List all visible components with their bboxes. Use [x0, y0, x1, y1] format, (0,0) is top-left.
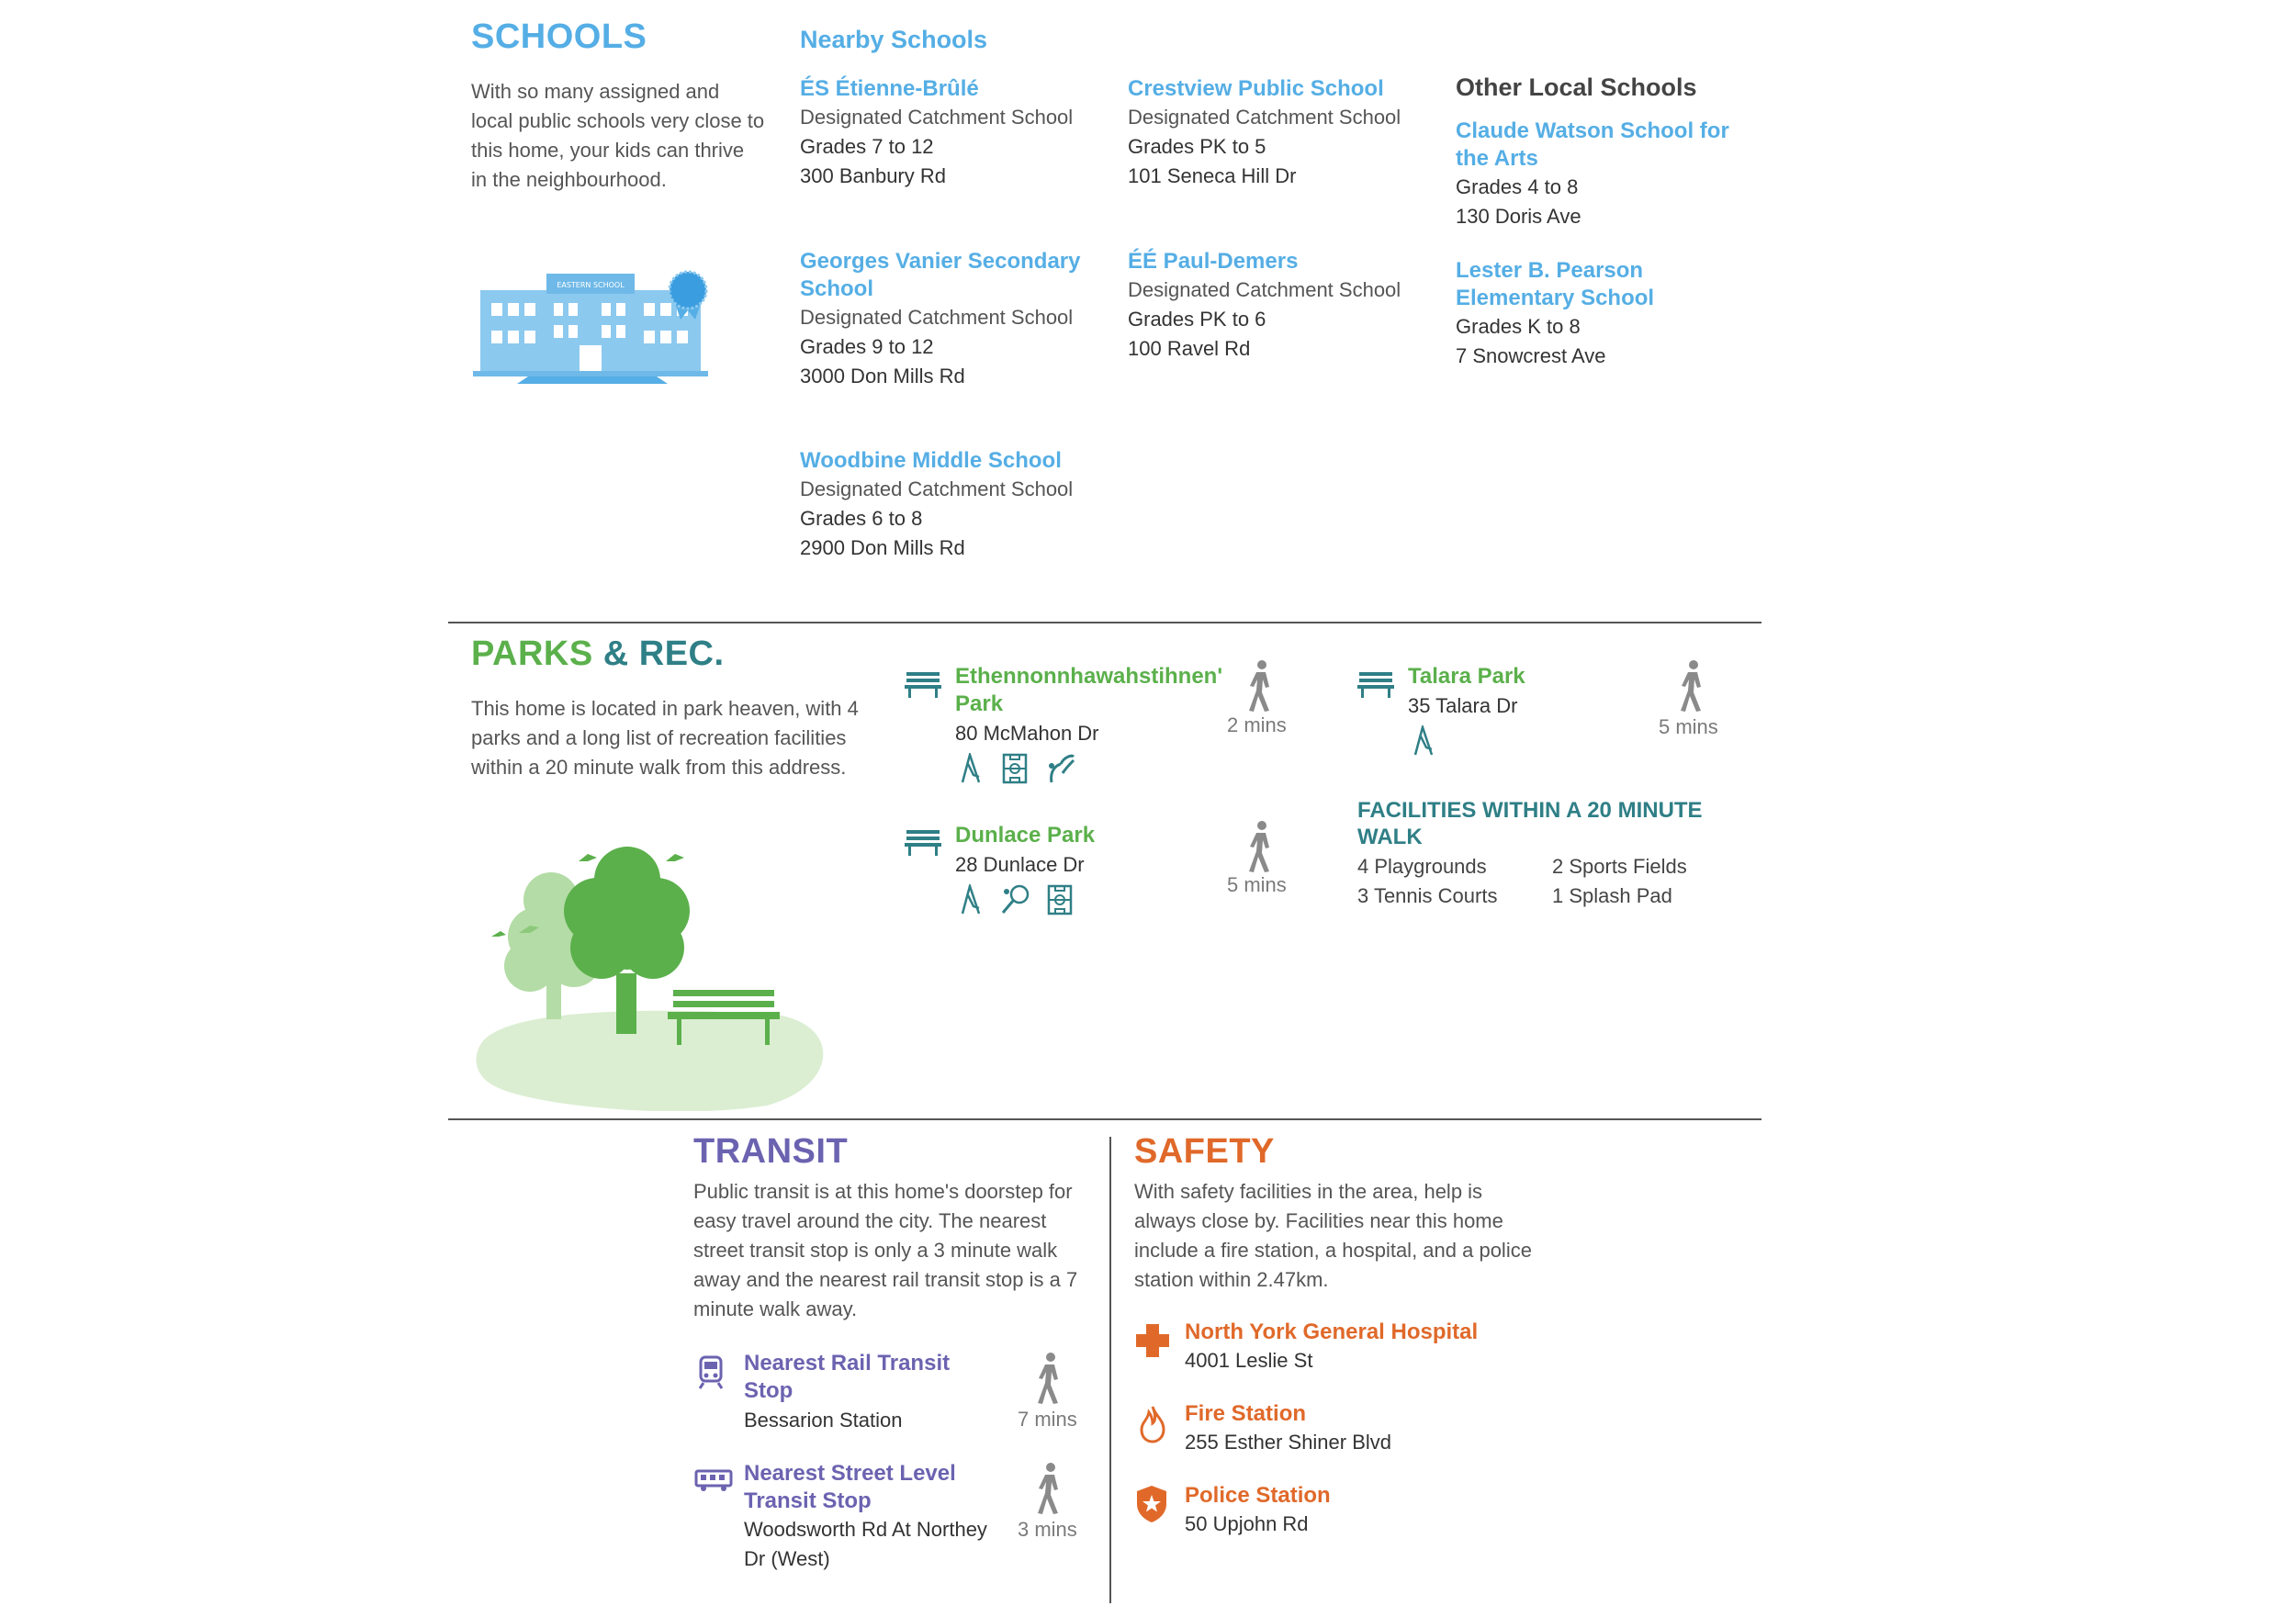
safety-item-value: 255 Esther Shiner Blvd [1185, 1431, 1392, 1454]
walk-time: 7 mins [1018, 1408, 1077, 1431]
school-sign-text: EASTERN SCHOOL [557, 281, 625, 289]
school-grades: Grades PK to 6 [1128, 308, 1266, 331]
walking-person-icon [1679, 659, 1706, 713]
park-name-link[interactable]: Ethennonnhawahstihnen' Park [955, 664, 1223, 716]
school-name-link[interactable]: Claude Watson School for the Arts [1456, 118, 1729, 171]
playground-icon [1408, 725, 1439, 757]
park-name-link[interactable]: Talara Park [1408, 664, 1525, 689]
school-name-link[interactable]: Lester B. Pearson Elementary School [1456, 258, 1655, 310]
school-type: Designated Catchment School [1128, 106, 1401, 129]
facility-count: 1 Splash Pad [1552, 884, 1672, 907]
safety-item-label: Fire Station [1185, 1401, 1307, 1426]
safety-item-value: 4001 Leslie St [1185, 1349, 1313, 1372]
column-divider [1109, 1137, 1111, 1603]
safety-item-label: Police Station [1185, 1483, 1331, 1508]
school-address: 7 Snowcrest Ave [1456, 344, 1606, 367]
walking-person-icon [1247, 820, 1275, 873]
school-name-link[interactable]: Georges Vanier Secondary School [800, 249, 1081, 301]
schools-title: SCHOOLS [471, 17, 647, 56]
school-entry [1128, 75, 1422, 191]
transit-title: TRANSIT [693, 1132, 849, 1171]
school-grades: Grades 6 to 8 [800, 507, 923, 530]
facility-count: 2 Sports Fields [1552, 855, 1687, 878]
parks-intro: This home is located in park heaven, with 4 parks and a long list of recreation facilities within a 20 minute walk from this address. [471, 697, 859, 779]
school-type: Designated Catchment School [800, 477, 1074, 500]
school-name-link[interactable]: Woodbine Middle School [800, 448, 1062, 473]
park-facility-icons [1408, 725, 1665, 757]
school-type: Designated Catchment School [800, 106, 1074, 129]
school-building-illustration [473, 263, 721, 387]
walk-time: 5 mins [1227, 873, 1287, 896]
hospital-cross-icon [1134, 1322, 1171, 1359]
school-entry [1456, 257, 1759, 371]
school-type: Designated Catchment School [800, 306, 1074, 329]
bus-icon [694, 1469, 733, 1493]
transit-item [744, 1460, 1001, 1574]
bench-icon [1357, 670, 1394, 700]
school-grades: Grades PK to 5 [1128, 135, 1266, 158]
school-type: Designated Catchment School [1128, 278, 1401, 301]
school-entry [1456, 118, 1759, 231]
safety-item [1185, 1400, 1552, 1457]
transit-item-label: Nearest Rail Transit Stop [744, 1351, 951, 1403]
school-grades: Grades 4 to 8 [1456, 175, 1579, 198]
bench-icon [905, 828, 941, 858]
playground-icon [955, 884, 986, 915]
park-name-link[interactable]: Dunlace Park [955, 823, 1096, 848]
transit-item-label: Nearest Street Level Transit Stop [744, 1461, 956, 1513]
section-divider [448, 1118, 1761, 1120]
facility-count: 3 Tennis Courts [1357, 884, 1498, 907]
transit-intro: Public transit is at this home's doorstep for easy travel around the city. The nearest street transit stop is only a 3 minute walk away and the nearest rail transit stop is a 7 minute walk away. [693, 1180, 1078, 1320]
walk-time: 2 mins [1227, 713, 1287, 736]
nearby-schools-heading: Nearby Schools [800, 26, 988, 53]
tennis-icon [999, 884, 1030, 915]
school-grades: Grades 9 to 12 [800, 335, 934, 358]
parks-title-b: & REC. [602, 634, 725, 673]
park-entry [1408, 663, 1665, 757]
section-divider [448, 622, 1761, 623]
safety-intro: With safety facilities in the area, help is always close by. Facilities near this home include a fire station, a hospital, and a police station within 2.47km. [1134, 1180, 1532, 1291]
sports-field-icon [1044, 884, 1075, 915]
sports-field-icon [999, 753, 1030, 784]
walk-time: 3 mins [1018, 1518, 1077, 1541]
park-illustration [473, 845, 831, 1111]
walking-person-icon [1247, 659, 1275, 713]
flame-icon [1139, 1405, 1166, 1443]
park-address: 28 Dunlace Dr [955, 853, 1085, 876]
transit-item [744, 1350, 1001, 1436]
other-schools-heading: Other Local Schools [1456, 73, 1697, 101]
school-entry [800, 447, 1112, 563]
schools-intro: With so many assigned and local public schools very close to this home, your kids can thrive in the neighbourhood. [471, 80, 765, 191]
facilities-heading: FACILITIES WITHIN A 20 MINUTE WALK [1357, 798, 1703, 849]
school-name-link[interactable]: Crestview Public School [1128, 76, 1384, 101]
safety-title: SAFETY [1134, 1132, 1275, 1171]
school-grades: Grades K to 8 [1456, 315, 1581, 338]
splash-pad-icon [1044, 753, 1075, 784]
park-facility-icons [955, 884, 1249, 915]
safety-item-value: 50 Upjohn Rd [1185, 1512, 1309, 1535]
school-grades: Grades 7 to 12 [800, 135, 934, 158]
police-badge-icon [1135, 1484, 1168, 1524]
transit-item-value: Bessarion Station [744, 1409, 903, 1432]
school-entry [800, 248, 1094, 391]
walk-time: 5 mins [1659, 715, 1718, 738]
playground-icon [955, 753, 986, 784]
school-address: 100 Ravel Rd [1128, 337, 1251, 360]
school-address: 3000 Don Mills Rd [800, 365, 965, 387]
school-name-link[interactable]: ÉS Étienne-Brûlé [800, 76, 979, 101]
train-icon [698, 1355, 724, 1390]
park-address: 80 McMahon Dr [955, 722, 1099, 745]
park-entry [955, 663, 1249, 784]
school-address: 300 Banbury Rd [800, 164, 946, 187]
walking-person-icon [1036, 1352, 1064, 1405]
school-entry [1128, 248, 1422, 364]
school-entry [800, 75, 1094, 191]
walking-person-icon [1036, 1462, 1064, 1515]
park-facility-icons [955, 753, 1249, 784]
safety-item-label: North York General Hospital [1185, 1319, 1479, 1344]
school-address: 2900 Don Mills Rd [800, 536, 965, 559]
school-address: 130 Doris Ave [1456, 205, 1581, 228]
transit-item-value: Woodsworth Rd At Northey Dr (West) [744, 1518, 987, 1570]
bench-icon [905, 670, 941, 700]
safety-item [1185, 1319, 1552, 1376]
park-address: 35 Talara Dr [1408, 694, 1518, 717]
school-address: 101 Seneca Hill Dr [1128, 164, 1297, 187]
park-entry [955, 822, 1249, 915]
parks-title [471, 634, 725, 674]
parks-title-a: PARKS [471, 634, 593, 673]
safety-item [1185, 1482, 1552, 1539]
facility-count: 4 Playgrounds [1357, 855, 1487, 878]
school-name-link[interactable]: ÉÉ Paul-Demers [1128, 249, 1299, 274]
